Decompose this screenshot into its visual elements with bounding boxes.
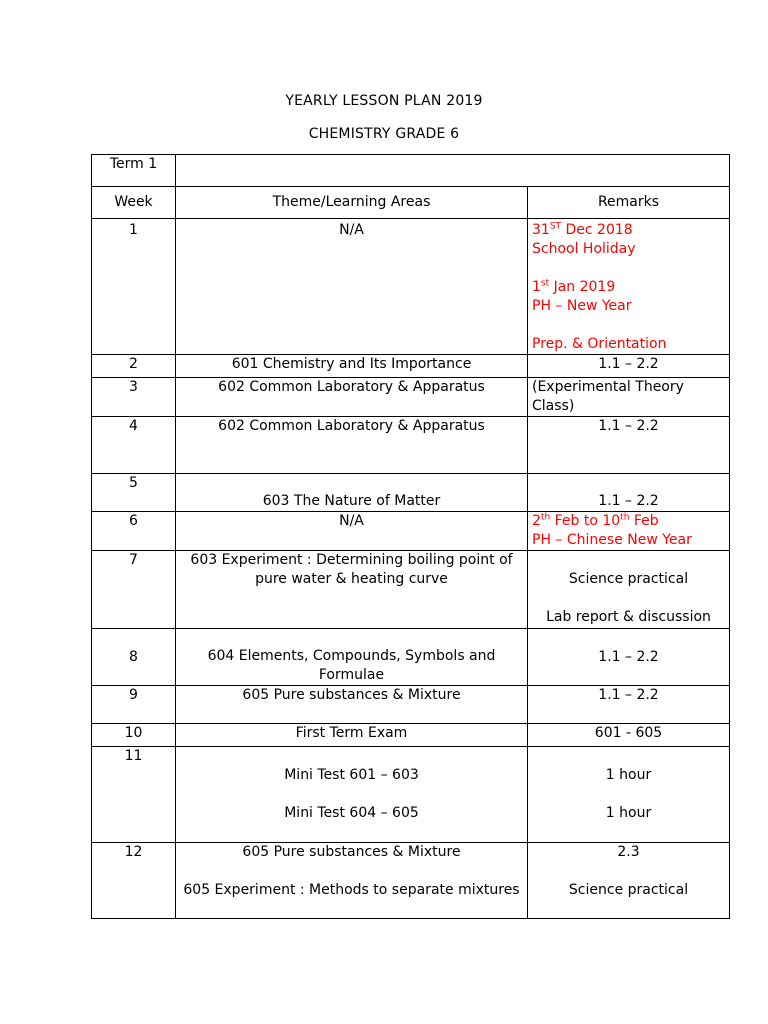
week-cell: 5 [92, 474, 176, 512]
remarks-cell: (Experimental Theory Class) [528, 378, 730, 417]
table-row [92, 355, 730, 378]
week-cell: 11 [92, 747, 176, 843]
remark-line: 1 hour [605, 805, 652, 821]
table-row [92, 512, 730, 551]
term-row [92, 155, 730, 187]
document-subtitle: CHEMISTRY GRADE 6 [308, 126, 460, 142]
theme-cell: 602 Common Laboratory & Apparatus [176, 378, 528, 417]
table-row [92, 843, 730, 919]
theme-cell: 605 Pure substances & Mixture [176, 686, 528, 724]
header-week: Week [92, 187, 176, 219]
week-cell: 8 [92, 629, 176, 686]
theme-cell: N/A [176, 512, 528, 551]
week-cell: 6 [92, 512, 176, 551]
theme-cell: 601 Chemistry and Its Importance [176, 355, 528, 378]
theme-line: 605 Experiment : Methods to separate mixtures [183, 882, 520, 898]
remark-line: 31ST Dec 2018 [532, 221, 633, 238]
week-cell: 4 [92, 417, 176, 474]
remark-line: 1 hour [605, 767, 652, 783]
table-row [92, 686, 730, 724]
remark-line: Lab report & discussion [546, 609, 711, 625]
term-empty-cell [176, 155, 730, 187]
remark-line: 1st Jan 2019 [532, 278, 616, 295]
week-cell: 12 [92, 843, 176, 919]
term-label: Term 1 [92, 155, 176, 187]
remarks-cell: 1.1 – 2.2 [528, 355, 730, 378]
remark-line: 2th Feb to 10th Feb [532, 512, 659, 529]
table-row [92, 219, 730, 355]
remarks-cell [528, 512, 730, 551]
remark-line: Prep. & Orientation [532, 336, 667, 352]
theme-cell: 604 Elements, Compounds, Symbols and Formulae [176, 629, 528, 686]
remark-line: School Holiday [532, 241, 636, 257]
theme-cell: First Term Exam [176, 724, 528, 747]
table-row [92, 551, 730, 629]
remarks-cell [528, 219, 730, 355]
remark-line: PH – Chinese New Year [532, 532, 692, 548]
week-cell: 10 [92, 724, 176, 747]
theme-cell: N/A [176, 219, 528, 355]
table-row [92, 474, 730, 512]
theme-cell: 602 Common Laboratory & Apparatus [176, 417, 528, 474]
table-row [92, 417, 730, 474]
week-cell: 9 [92, 686, 176, 724]
table-row [92, 724, 730, 747]
header-remarks: Remarks [528, 187, 730, 219]
remarks-cell: 601 - 605 [528, 724, 730, 747]
table-row [92, 378, 730, 417]
theme-cell: 603 Experiment : Determining boiling point of pure water & heating curve [176, 551, 528, 629]
remarks-cell [528, 551, 730, 629]
remarks-cell [528, 843, 730, 919]
theme-line: Mini Test 604 – 605 [284, 805, 419, 821]
table-row [92, 747, 730, 843]
week-cell: 2 [92, 355, 176, 378]
remarks-cell: 1.1 – 2.2 [528, 417, 730, 474]
remark-line: Science practical [568, 882, 689, 898]
week-cell: 1 [92, 219, 176, 355]
week-cell: 7 [92, 551, 176, 629]
remarks-cell: 1.1 – 2.2 [528, 686, 730, 724]
remarks-cell [528, 747, 730, 843]
table-row [92, 629, 730, 686]
week-cell: 3 [92, 378, 176, 417]
lesson-plan-table [91, 154, 730, 919]
header-theme: Theme/Learning Areas [176, 187, 528, 219]
theme-cell [176, 747, 528, 843]
remark-line: PH – New Year [532, 298, 632, 314]
remark-line: 2.3 [617, 844, 640, 860]
document-title: YEARLY LESSON PLAN 2019 [285, 93, 483, 109]
theme-cell [176, 843, 528, 919]
remarks-cell: 1.1 – 2.2 [528, 474, 730, 512]
header-row [92, 187, 730, 219]
theme-cell: 603 The Nature of Matter [176, 474, 528, 512]
remarks-cell: 1.1 – 2.2 [528, 629, 730, 686]
theme-line: Mini Test 601 – 603 [284, 767, 419, 783]
theme-line: 605 Pure substances & Mixture [242, 844, 461, 860]
remark-line: Science practical [568, 571, 689, 587]
